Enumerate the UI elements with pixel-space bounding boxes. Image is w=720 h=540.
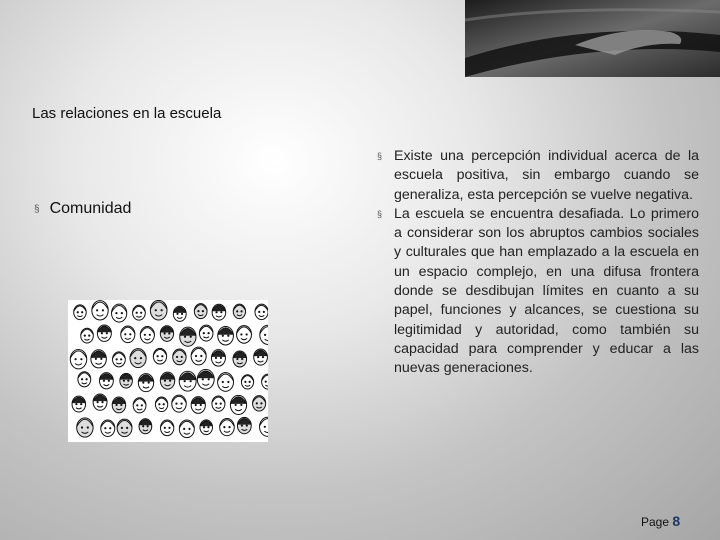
crowd-face	[173, 306, 186, 321]
crowd-face	[140, 326, 154, 343]
crowd-face	[212, 304, 226, 320]
crowd-face	[172, 395, 187, 412]
crowd-face	[117, 419, 132, 437]
crowd-face	[197, 369, 214, 389]
crowd-face	[199, 325, 213, 341]
crowd-face	[179, 371, 196, 391]
crowd-face	[218, 327, 234, 345]
crowd-face	[120, 373, 133, 388]
crowd-face	[121, 326, 135, 343]
crowd-face	[72, 396, 86, 412]
crowd-face	[255, 304, 268, 319]
bullet-text: La escuela se encuentra desafiada. Lo primero a considerar son los abruptos cambios sociales y culturales que han emplazado a la escuela en un espacio complejo, en una difusa frontera donde se desdibujan límites en cuanto a su papel, funciones y alcances, se cuestiona su legitimidad y autoridad, como también su capacidad para comprender y educar a las nuevas generaciones.	[394, 205, 699, 377]
crowd-face	[237, 326, 252, 344]
crowd-face	[260, 325, 268, 344]
crowd-face	[191, 397, 205, 414]
crowd-face	[212, 396, 225, 411]
crowd-face	[150, 300, 167, 320]
crowd-face	[92, 301, 108, 320]
crowd-face	[101, 420, 115, 436]
crowd-face	[78, 372, 91, 387]
crowd-face	[139, 419, 152, 434]
crowd-face	[155, 397, 167, 412]
bullet-item	[377, 147, 699, 205]
crowd-face	[180, 327, 196, 346]
crowd-face	[262, 374, 268, 389]
slide-title: Las relaciones en la escuela	[32, 105, 222, 122]
crowd-face	[211, 350, 225, 366]
bullet-marker: §	[34, 203, 40, 215]
bullet-marker: §	[377, 151, 383, 161]
crowd-face	[241, 375, 253, 389]
crowd-drawing	[68, 300, 268, 442]
crowd-face	[112, 397, 125, 413]
crowd-face	[91, 350, 106, 368]
crowd-face	[218, 373, 234, 392]
crowd-face	[254, 349, 268, 365]
crowd-face	[194, 304, 207, 319]
crowd-face	[153, 348, 166, 364]
crowd-face	[260, 417, 268, 436]
crowd-face	[253, 396, 266, 411]
bullet-marker: §	[377, 208, 383, 219]
crowd-face	[200, 420, 213, 435]
crowd-face	[160, 326, 173, 342]
left-bullet-item	[34, 200, 131, 218]
crowd-face	[220, 419, 235, 436]
crowd-face	[133, 305, 146, 320]
page-label: Page	[641, 515, 670, 529]
crowd-face	[93, 394, 107, 410]
bullet-list	[377, 147, 699, 379]
crowd-face	[233, 351, 247, 367]
crowd-face	[81, 328, 94, 343]
crowd-face	[179, 420, 194, 438]
crowd-face	[70, 349, 86, 368]
crowd-face	[173, 349, 186, 365]
left-bullet-label: Comunidad	[49, 200, 132, 217]
crowd-face	[233, 304, 245, 318]
top-photo	[465, 0, 720, 77]
crowd-face	[161, 420, 174, 436]
crowd-face	[237, 417, 251, 433]
bullet-text: Existe una percepción individual acerca de la escuela positiva, sin embargo cuando se generaliza, esta percepción se vuelve negativa.	[394, 148, 699, 203]
crowd-face	[74, 305, 86, 320]
crowd-face	[77, 418, 93, 437]
crowd-face	[112, 304, 127, 322]
page-number	[641, 513, 680, 529]
crowd-face	[230, 395, 246, 414]
crowd-face	[160, 372, 174, 389]
crowd-face	[130, 349, 146, 368]
crowd-face	[138, 374, 153, 392]
crowd-face	[133, 398, 146, 413]
crowd-face	[191, 347, 206, 365]
crowd-face	[113, 352, 126, 367]
page-number-value: 8	[672, 513, 681, 529]
crowd-face	[97, 325, 111, 341]
crowd-face	[99, 373, 113, 389]
bullet-item	[377, 205, 699, 379]
